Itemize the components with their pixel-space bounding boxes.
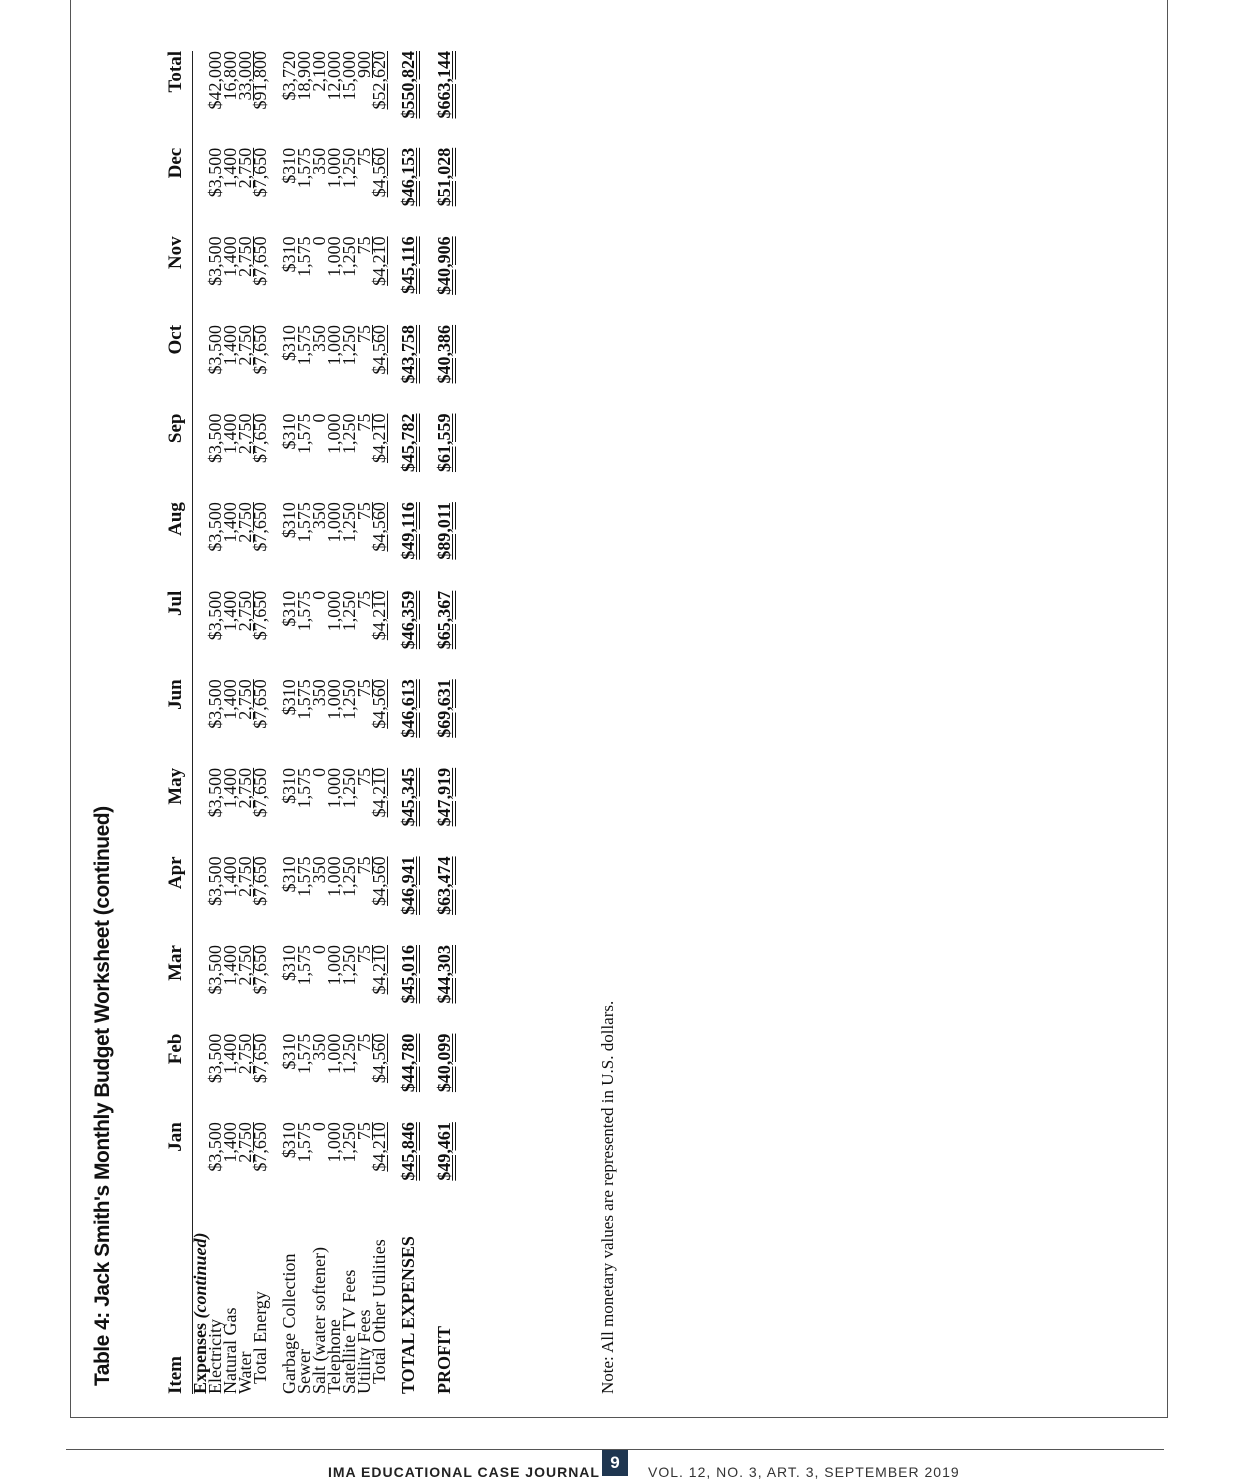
cell-value: $310 <box>279 1122 299 1159</box>
table-cell <box>250 236 270 325</box>
cell-value: 1,400 <box>220 236 240 277</box>
cell-value: $3,500 <box>205 945 225 995</box>
table-cell <box>398 236 418 325</box>
cell-value: $310 <box>279 767 299 804</box>
cell-value: 900 <box>354 51 374 78</box>
cell-value: 1,400 <box>220 945 240 986</box>
cell-value: $663,144 <box>434 51 454 119</box>
cell-value: $52,620 <box>369 51 389 110</box>
table-cell <box>369 767 389 857</box>
table-cell <box>250 1033 270 1123</box>
header-row <box>160 51 193 1394</box>
cell-value: $310 <box>279 945 299 981</box>
cell-value: $7,650 <box>250 1122 270 1172</box>
cell-value: $3,500 <box>205 147 225 198</box>
table-cell <box>398 945 418 1034</box>
table-cell <box>250 856 270 945</box>
cell-value: $310 <box>279 324 299 361</box>
column-header: Jan <box>160 1122 193 1211</box>
cell-value: 75 <box>354 147 374 166</box>
column-header: Oct <box>160 325 193 414</box>
cell-value: 16,800 <box>220 51 240 101</box>
cell-value: 350 <box>309 324 329 352</box>
cell-value: 33,000 <box>235 51 255 101</box>
cell-value: $7,650 <box>250 502 270 552</box>
cell-value: 1,250 <box>339 679 359 720</box>
cell-value: 1,250 <box>339 856 359 897</box>
cell-value: $3,500 <box>205 767 225 818</box>
cell-value: $4,210 <box>369 590 389 641</box>
table-cell <box>434 147 454 237</box>
cell-value: 1,400 <box>220 413 240 455</box>
cell-value: 75 <box>354 324 374 343</box>
cell-value: $310 <box>279 413 299 450</box>
page-footer <box>66 1449 1164 1481</box>
table-cell <box>369 502 389 591</box>
table-cell <box>294 236 314 325</box>
cell-value: 1,000 <box>324 679 344 720</box>
cell-value: 1,575 <box>294 147 314 189</box>
cell-value: 75 <box>354 413 374 432</box>
cell-value: 1,575 <box>294 856 314 897</box>
cell-value: $4,560 <box>369 324 389 375</box>
cell-value: $40,906 <box>434 236 454 295</box>
cell-value: 1,250 <box>339 236 359 277</box>
table-cell <box>434 236 454 325</box>
cell-value: 1,000 <box>324 1122 344 1163</box>
row-label: Garbage Collection <box>279 1253 299 1394</box>
cell-value: 1,575 <box>294 1122 314 1163</box>
cell-value: $7,650 <box>250 413 270 464</box>
cell-value: 1,250 <box>339 590 359 632</box>
cell-value: 2,100 <box>309 51 329 92</box>
cell-value: 2,750 <box>235 679 255 720</box>
table-cell <box>294 590 314 680</box>
cell-value: 1,575 <box>294 324 314 366</box>
cell-value: $46,359 <box>398 590 418 650</box>
table-cell <box>434 945 454 1034</box>
cell-value: 1,250 <box>339 945 359 986</box>
cell-value: 1,400 <box>220 324 240 366</box>
cell-value: $3,500 <box>205 236 225 286</box>
cell-value: $47,919 <box>434 767 454 827</box>
cell-value: $3,500 <box>205 679 225 729</box>
table-row-total-energy <box>253 51 268 1394</box>
cell-value: 1,400 <box>220 1122 240 1163</box>
cell-value: $310 <box>279 590 299 627</box>
cell-value: $7,650 <box>250 856 270 906</box>
table-cell <box>294 767 314 857</box>
cell-value: 2,750 <box>235 413 255 455</box>
cell-value: 1,000 <box>324 324 344 366</box>
cell-value: 350 <box>309 1033 329 1061</box>
cell-value: 2,750 <box>235 1033 255 1075</box>
cell-value: 0 <box>309 767 329 777</box>
table-cell <box>369 590 389 680</box>
table-row-sewer <box>297 51 312 1394</box>
cell-value: 1,000 <box>324 1033 344 1075</box>
cell-value: 75 <box>354 236 374 255</box>
cell-value: $42,000 <box>205 51 225 110</box>
cell-value: $7,650 <box>250 590 270 641</box>
rotated-table-block <box>86 51 646 1404</box>
column-header: Jun <box>160 679 193 768</box>
table-cell <box>369 236 389 325</box>
row-label: Total Other Utilities <box>369 1239 389 1384</box>
cell-value: $4,210 <box>369 1122 389 1172</box>
cell-value: 1,000 <box>324 856 344 897</box>
table-cell <box>250 324 270 414</box>
cell-value: $7,650 <box>250 236 270 286</box>
cell-value: 75 <box>354 590 374 609</box>
table-cell <box>398 324 418 414</box>
table-cell <box>369 1033 389 1123</box>
cell-value: $550,824 <box>398 51 418 119</box>
cell-value: $4,210 <box>369 767 389 818</box>
table-body <box>190 51 454 1394</box>
table-cell <box>398 856 418 945</box>
cell-value: $44,303 <box>434 945 454 1004</box>
row-label: Telephone <box>324 1319 344 1394</box>
column-header: Sep <box>160 414 193 503</box>
table-cell <box>434 324 454 414</box>
table-cell <box>369 679 389 768</box>
footer-journal-name: IMA EDUCATIONAL CASE JOURNAL <box>328 1464 600 1480</box>
cell-value: 1,000 <box>324 502 344 543</box>
table-cell <box>434 413 454 503</box>
table-cell <box>294 413 314 503</box>
cell-value: $45,116 <box>398 236 418 294</box>
table-cell <box>369 856 389 945</box>
table-cell <box>250 590 270 680</box>
cell-value: $61,559 <box>434 413 454 473</box>
table-cell <box>434 1122 454 1211</box>
cell-value: $4,560 <box>369 679 389 729</box>
cell-value: 1,000 <box>324 590 344 632</box>
table-cell <box>434 767 454 857</box>
cell-value: 12,000 <box>324 51 344 101</box>
cell-value: 1,000 <box>324 945 344 986</box>
cell-value: 350 <box>309 502 329 530</box>
table-cell <box>398 590 418 680</box>
row-label: PROFIT <box>434 1325 454 1394</box>
row-label: TOTAL EXPENSES <box>398 1236 418 1394</box>
cell-value: 0 <box>309 413 329 423</box>
cell-value: $310 <box>279 147 299 184</box>
cell-value: $91,800 <box>250 51 270 110</box>
table-title: Table 4: Jack Smith's Monthly Budget Worksheet (continued) <box>91 806 114 1386</box>
cell-value: 75 <box>354 945 374 963</box>
table-cell <box>250 147 270 237</box>
cell-value: 75 <box>354 679 374 698</box>
cell-value: 0 <box>309 590 329 600</box>
cell-value: 1,575 <box>294 502 314 543</box>
table-cell <box>434 1033 454 1123</box>
cell-value: $45,016 <box>398 945 418 1004</box>
cell-value: 1,250 <box>339 502 359 543</box>
cell-value: 1,000 <box>324 236 344 277</box>
table-cell <box>250 767 270 857</box>
cell-value: 15,000 <box>339 51 359 101</box>
section-header-note: (continued) <box>190 1232 210 1319</box>
cell-value: $7,650 <box>250 1033 270 1084</box>
cell-value: 1,400 <box>220 767 240 809</box>
cell-value: 2,750 <box>235 236 255 277</box>
row-label: Sewer <box>294 1349 314 1394</box>
cell-value: 0 <box>309 1122 329 1132</box>
table-cell <box>250 413 270 503</box>
cell-value: $65,367 <box>434 590 454 650</box>
column-header: Total <box>160 51 193 148</box>
cell-value: 2,750 <box>235 590 255 632</box>
row-label: Utility Fees <box>354 1309 374 1394</box>
table-cell <box>369 324 389 414</box>
cell-value: $310 <box>279 502 299 539</box>
row-label: Satellite TV Fees <box>339 1269 359 1394</box>
column-header: Apr <box>160 856 193 945</box>
cell-value: $45,345 <box>398 767 418 827</box>
cell-value: $89,011 <box>434 502 454 560</box>
cell-value: $310 <box>279 679 299 716</box>
cell-value: 1,000 <box>324 147 344 189</box>
cell-value: $4,560 <box>369 502 389 552</box>
cell-value: $44,780 <box>398 1033 418 1093</box>
table-cell <box>294 1122 314 1211</box>
cell-value: $45,846 <box>398 1122 418 1181</box>
column-header: Mar <box>160 945 193 1034</box>
cell-value: $7,650 <box>250 767 270 818</box>
cell-value: 0 <box>309 945 329 954</box>
table-cell <box>369 413 389 503</box>
page-number-badge: 9 <box>602 1450 628 1476</box>
cell-value: $3,500 <box>205 413 225 464</box>
cell-value: 350 <box>309 856 329 884</box>
cell-value: 1,000 <box>324 413 344 455</box>
column-header: Item <box>160 1211 193 1394</box>
column-header: Aug <box>160 502 193 591</box>
cell-value: $43,758 <box>398 324 418 384</box>
cell-value: $69,631 <box>434 679 454 738</box>
table-cell <box>398 502 418 591</box>
table-row-total-expenses <box>401 51 416 1394</box>
cell-value: $7,650 <box>250 679 270 729</box>
cell-value: 0 <box>309 236 329 246</box>
cell-value: 2,750 <box>235 945 255 986</box>
table-cell <box>250 945 270 1034</box>
table-cell <box>369 1122 389 1211</box>
table-cell <box>434 502 454 591</box>
column-header: Dec <box>160 148 193 237</box>
cell-value: 1,575 <box>294 767 314 809</box>
cell-value: $49,116 <box>398 502 418 560</box>
cell-value: $49,461 <box>434 1122 454 1181</box>
cell-value: $3,500 <box>205 590 225 641</box>
cell-value: 75 <box>354 1122 374 1141</box>
row-label: Total Energy <box>250 1291 270 1384</box>
cell-value: $45,782 <box>398 413 418 473</box>
table-cell <box>398 1033 418 1123</box>
row-label: Electricity <box>205 1319 225 1394</box>
cell-value: $4,210 <box>369 413 389 464</box>
table-cell <box>369 147 389 237</box>
cell-value: 1,575 <box>294 679 314 720</box>
cell-value: $63,474 <box>434 856 454 915</box>
cell-value: $310 <box>279 856 299 893</box>
cell-value: 350 <box>309 147 329 175</box>
cell-value: $3,500 <box>205 1122 225 1172</box>
cell-value: 75 <box>354 502 374 521</box>
cell-value: 75 <box>354 1033 374 1052</box>
row-label: Water <box>235 1351 255 1394</box>
cell-value: $310 <box>279 236 299 273</box>
cell-value: 350 <box>309 679 329 707</box>
table-cell <box>398 413 418 503</box>
cell-value: $4,210 <box>369 945 389 995</box>
cell-value: $4,560 <box>369 1033 389 1084</box>
cell-value: 1,400 <box>220 1033 240 1075</box>
table-row-total-other <box>372 51 387 1394</box>
column-header: May <box>160 768 193 857</box>
cell-value: $3,720 <box>279 51 299 101</box>
table-cell <box>250 51 270 148</box>
table-cell <box>250 679 270 768</box>
footer-volume-info: VOL. 12, NO. 3, ART. 3, SEPTEMBER 2019 <box>648 1464 960 1480</box>
table-cell <box>294 945 314 1034</box>
cell-value: 2,750 <box>235 502 255 543</box>
table-row-profit <box>437 51 452 1394</box>
cell-value: 1,250 <box>339 413 359 455</box>
cell-value: $51,028 <box>434 147 454 207</box>
table-cell <box>398 1122 418 1211</box>
row-label: Salt (water softener) <box>309 1247 329 1394</box>
column-header: Feb <box>160 1034 193 1123</box>
table-cell <box>398 767 418 857</box>
cell-value: $7,650 <box>250 324 270 375</box>
cell-value: $3,500 <box>205 324 225 375</box>
table-cell <box>398 51 418 148</box>
cell-value: 75 <box>354 767 374 786</box>
table-cell <box>250 502 270 591</box>
cell-value: 1,575 <box>294 590 314 632</box>
cell-value: $4,210 <box>369 236 389 286</box>
cell-value: 1,250 <box>339 324 359 366</box>
cell-value: 1,250 <box>339 147 359 189</box>
cell-value: 2,750 <box>235 1122 255 1163</box>
table-cell <box>369 945 389 1034</box>
cell-value: $4,560 <box>369 856 389 906</box>
cell-value: $40,386 <box>434 324 454 384</box>
table-cell <box>434 679 454 768</box>
cell-value: $7,650 <box>250 945 270 995</box>
section-header-label: Expenses <box>190 1318 210 1394</box>
cell-value: $40,099 <box>434 1033 454 1093</box>
cell-value: 2,750 <box>235 147 255 189</box>
cell-value: 1,575 <box>294 236 314 277</box>
budget-table <box>160 51 452 1394</box>
cell-value: 1,575 <box>294 1033 314 1075</box>
cell-value: $46,613 <box>398 679 418 738</box>
cell-value: $4,560 <box>369 147 389 198</box>
cell-value: 18,900 <box>294 51 314 101</box>
table-cell <box>434 51 454 148</box>
cell-value: 1,400 <box>220 147 240 189</box>
table-cell <box>369 51 389 148</box>
column-header: Nov <box>160 236 193 325</box>
cell-value: 2,750 <box>235 767 255 809</box>
table-cell <box>434 590 454 680</box>
cell-value: $46,941 <box>398 856 418 915</box>
cell-value: 1,250 <box>339 767 359 809</box>
cell-value: $3,500 <box>205 502 225 552</box>
cell-value: 1,400 <box>220 679 240 720</box>
table-cell <box>434 856 454 945</box>
cell-value: 1,000 <box>324 767 344 809</box>
cell-value: 1,575 <box>294 945 314 986</box>
table-cell <box>398 679 418 768</box>
cell-value: 75 <box>354 856 374 875</box>
cell-value: 1,250 <box>339 1033 359 1075</box>
cell-value: $3,500 <box>205 856 225 906</box>
table-cell <box>250 1122 270 1211</box>
row-label: Natural Gas <box>220 1307 240 1394</box>
cell-value: 1,400 <box>220 590 240 632</box>
column-header: Jul <box>160 591 193 680</box>
cell-value: $46,153 <box>398 147 418 207</box>
table-cell <box>398 147 418 237</box>
cell-value: 1,575 <box>294 413 314 455</box>
cell-value: $7,650 <box>250 147 270 198</box>
cell-value: 1,400 <box>220 856 240 897</box>
cell-value: 2,750 <box>235 324 255 366</box>
cell-value: 2,750 <box>235 856 255 897</box>
cell-value: 1,400 <box>220 502 240 543</box>
cell-value: 1,250 <box>339 1122 359 1163</box>
cell-value: $310 <box>279 1033 299 1070</box>
table-note: Note: All monetary values are represented in U.S. dollars. <box>598 1000 617 1394</box>
cell-value: $3,500 <box>205 1033 225 1084</box>
